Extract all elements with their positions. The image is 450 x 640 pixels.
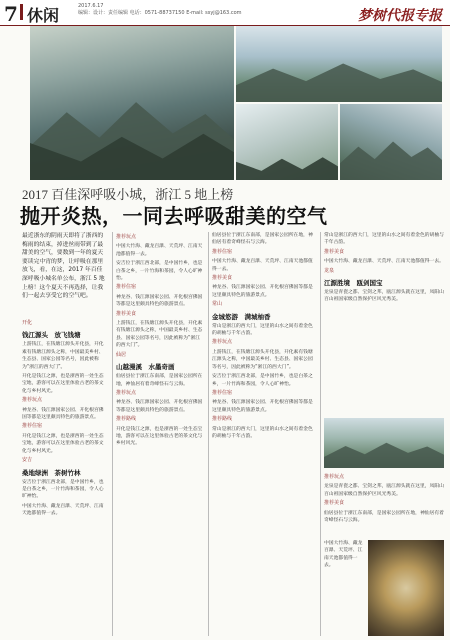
photo-landscape-2 [236, 26, 442, 102]
paragraph: 神龙谷、钱江源国家公园、开化根宫佛国等都是这里颇具特色的旅游景点。 [212, 285, 313, 298]
paragraph: 中国大竹海、藏龙百瀑、天荒坪、江南天池都值得一去。 [324, 541, 363, 569]
tag-label: 推荐玩点 [116, 389, 137, 396]
paragraph: 上游钱江，在钱塘江源头开化县，开化素有钱塘江源头之称，中国最美乡村、生态县、国家公园等名号，因此被称为“浙江的西大门”。 [22, 342, 104, 370]
paragraph: 神龙谷、钱江源国家公园、开化根宫佛国等都是这里颇具特色的旅游景点。 [116, 400, 203, 413]
section-title: 钱江源头 放飞钱塘 [22, 331, 81, 340]
paragraph: 神龙谷、钱江源国家公园、开化根宫佛国等都是这里颇具特色的旅游景点。 [116, 294, 203, 308]
photo-food [368, 540, 444, 636]
article-subtitle: 2017 百佳深呼吸小城，浙江 5 地上榜 [22, 187, 234, 202]
paragraph: 中国大竹海、藏龙百瀑、天荒坪、江南天池都值得一去。 [212, 259, 313, 272]
tag-label: 推荐美食 [324, 500, 345, 507]
paragraph: 中国大竹海、藏龙百瀑、天荒坪、江南天池都值得一去。 [22, 503, 104, 517]
tag-label: 推荐美食 [212, 275, 233, 282]
tag-label: 推荐住宿 [212, 248, 233, 255]
paragraph: 安吉位于浙江西北部，是中国竹乡，也是白茶之乡，一片竹海和茶园，令人心旷神怡。 [116, 261, 203, 282]
article-lead: 最近浙东的阴雨天即将了浙西的梅雨的结束，掉进丝雨带到了最甜美的空气，要数到一年的夏天要读完中宵的梦，让呼吸在那里放飞，看，在这，2017 年百佳深呼吸小城名单公布，浙江 5 地上榜！这个夏天不再选择，让我们一起去享受它的空气吧。 [22, 233, 105, 300]
tag-label: 推荐玩点 [116, 234, 137, 240]
section-title: 山越漫溪 水墨奇画 [116, 363, 175, 372]
section-place: 开化 [22, 320, 33, 326]
tag-label: 推荐玩点 [22, 397, 43, 404]
column-1 [22, 318, 108, 520]
column-4b [324, 472, 444, 526]
paragraph: 神龙谷、钱江源国家公园、开化根宫佛国等都是这里颇具特色的旅游景点。 [22, 407, 104, 421]
paragraph: 仙居县位于浙江东南部，是国家公园所在地，神仙居有着奇峰怪石与云海。 [116, 374, 203, 387]
header-phone: 电话：0571-88737150 [129, 10, 185, 16]
section-title: 桑地绿洲 茶树竹林 [22, 468, 81, 477]
tag-label: 推荐美食 [116, 310, 137, 317]
paragraph: 仙居县位于浙江东南部，是国家公园所在地，神仙居有着奇峰怪石与云海。 [324, 510, 444, 524]
paragraph: 中国大竹海、藏龙百瀑、天荒坪、江南天池都值得一去。 [116, 244, 203, 257]
photo-landscape-1 [30, 26, 234, 180]
column-4 [324, 232, 444, 306]
column-rule [112, 232, 113, 636]
section-title: 江源胜境 瓯剑国宝 [324, 279, 383, 288]
paragraph: 中国大竹海、藏龙百瀑、天荒坪、江南天池都值得一去。 [324, 259, 444, 265]
tag-label: 推荐美食 [324, 248, 345, 255]
photo-scenery [324, 418, 444, 468]
section-title: 休闲 [27, 6, 60, 25]
tag-label: 推荐玩点 [212, 339, 233, 346]
paragraph: 上游钱江，在钱塘江源头开化县，开化素有钱塘江源头之称，中国最美乡村、生态县、国家公园等名号，因此被称为“浙江的西大门”。 [116, 321, 203, 349]
page-header [0, 0, 450, 26]
paragraph: 开化是钱江之源，也是浙西的一处生态宝地，游客可以在这里体验古老的茶文化与乡村风光。 [22, 374, 104, 394]
paragraph: 神龙谷、钱江源国家公园、开化根宫佛国等都是这里颇具特色的旅游景点。 [212, 400, 313, 413]
section-place: 仙居 [116, 351, 127, 358]
paragraph: 安吉位于浙江西北部，是中国竹乡，也是白茶之乡，一片竹海和茶园，令人心旷神怡。 [212, 374, 313, 387]
article-headline: 抛开炎热，一同去呼吸甜美的空气 [20, 204, 328, 228]
photo-landscape-3 [236, 104, 338, 180]
column-rule [208, 232, 209, 636]
section-place: 常山 [212, 301, 223, 308]
photo-landscape-4 [340, 104, 442, 180]
section-place: 安吉 [22, 457, 33, 464]
tag-label: 推荐住宿 [22, 423, 43, 430]
tag-label: 推荐路线 [116, 416, 137, 423]
photo-collage [30, 26, 442, 180]
paper-name: 梦树代报专报 [358, 8, 442, 24]
tag-label: 推荐路线 [212, 416, 233, 423]
paragraph: 龙泉是青瓷之都、宝剑之邦，瓯江源头就在这里，凤阳山百山祖国家级自然保护区风光秀美。 [324, 290, 444, 303]
section-place: 龙泉 [324, 267, 335, 274]
section-title: 金城悠游 满城柚香 [212, 312, 271, 321]
paragraph: 常山是浙江的西大门，这里的山水之间有着金色的胡柚与千年古韵。 [212, 426, 313, 439]
paragraph: 开化是钱江之源，也是浙西的一处生态宝地，游客可以在这里体验古老的茶文化与乡村风光。 [116, 426, 203, 447]
page-number: 7 [4, 2, 18, 26]
header-date: 2017.6.17 [78, 3, 104, 9]
paragraph: 仙居县位于浙江东南部，是国家公园所在地，神仙居有着奇峰怪石与云海。 [212, 233, 313, 246]
header-editor: 编辑：设计：责任编辑 [78, 10, 129, 16]
paragraph: 常山是浙江的西大门，这里的山水之间有着金色的胡柚与千年古韵。 [212, 323, 313, 337]
tag-label: 推荐住宿 [212, 389, 233, 396]
paragraph: 开化是钱江之源，也是浙西的一处生态宝地，游客可以在这里体验古老的茶文化与乡村风光。 [22, 433, 104, 454]
paragraph: 常山是浙江的西大门，这里的山水之间有着金色的胡柚与千年古韵。 [324, 233, 444, 246]
section-divider [20, 4, 23, 20]
column-4c [324, 540, 364, 572]
paragraph: 上游钱江，在钱塘江源头开化县，开化素有钱塘江源头之称，中国最美乡村、生态县、国家公园等名号，因此被称为“浙江的西大门”。 [212, 349, 313, 370]
column-3 [212, 232, 316, 442]
header-email: E-mail: ssyj@163.com [186, 10, 242, 16]
tag-label: 推荐住宿 [116, 284, 137, 291]
header-meta [78, 3, 242, 17]
column-rule [320, 232, 321, 636]
paragraph: 安吉位于浙江西北部，是中国竹乡，也是白茶之乡，一片竹海和茶园，令人心旷神怡。 [22, 479, 104, 500]
tag-label: 推荐玩点 [324, 474, 345, 480]
column-2 [116, 232, 204, 450]
paragraph: 龙泉是青瓷之都、宝剑之邦，瓯江源头就在这里，凤阳山百山祖国家级自然保护区风光秀美。 [324, 484, 444, 497]
